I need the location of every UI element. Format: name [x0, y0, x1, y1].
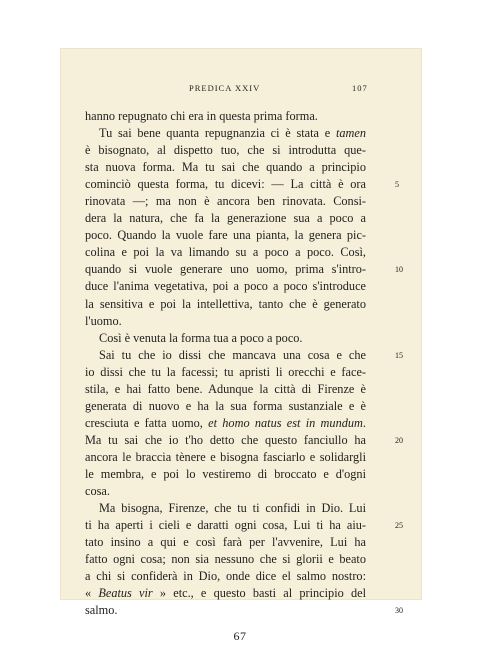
text-line: tato insino a qui e così farà per l'avvenire, Lui ha — [85, 535, 366, 550]
text-line: salmo. — [85, 603, 118, 618]
line-number: 5 — [395, 180, 399, 190]
text-line: « Beatus vir » etc., e questo basti al principio del — [85, 586, 366, 601]
book-page — [60, 48, 422, 618]
text-line: Ma bisogna, Firenze, che tu ti confidi in Dio. Lui — [99, 501, 366, 516]
line-number: 25 — [395, 521, 403, 531]
line-number: 30 — [395, 606, 403, 616]
text-line: poco. Quando la vuole fare una pianta, la genera pic- — [85, 228, 366, 243]
text-line: Sai tu che io dissi che mancava una cosa e che — [99, 347, 366, 362]
text-line: è bisognato, al dispetto tuo, che si introdutta que- — [85, 143, 366, 158]
running-title: PREDICA XXIV — [189, 83, 261, 93]
line-number: 10 — [395, 265, 403, 275]
text-line: Ma tu sai che io t'ho detto che questo fanciullo ha — [85, 432, 366, 447]
text-line: le membra, e poi lo vestiremo di broccato e d'ogni — [85, 466, 366, 481]
line-number: 15 — [395, 350, 403, 360]
text-line: cosa. — [85, 484, 110, 499]
text-line: sta nuova forma. Ma tu sai che quando a principio — [85, 160, 366, 175]
text-line: quando si vuole generare uno uomo, prima s'intro- — [85, 262, 366, 277]
text-line: hanno repugnato chi era in questa prima forma. — [85, 109, 318, 123]
text-line: duce l'anima vegetativa, poi a poco a poco s'introduce — [85, 279, 366, 294]
text-line: la sensitiva e poi la intellettiva, tanto che è generato — [85, 296, 366, 311]
text-line: generata di nuovo e ha la sua forma sustanziale e è — [85, 398, 366, 413]
text-line: ti ha aperti i cieli e daratti ogni cosa, Lui ti ha aiu- — [85, 518, 366, 533]
text-line: rinovata —; ma non è ancora ben rinovata. Consi- — [85, 194, 366, 209]
text-line: l'uomo. — [85, 313, 122, 328]
text-line: ancora le braccia tènere e bisogna fasciarlo e solidargli — [85, 449, 366, 464]
text-line: stila, e hai fatto bene. Adunque la città di Firenze è — [85, 381, 366, 396]
scan-page-number: 67 — [233, 629, 247, 643]
text-line: Tu sai bene quanta repugnanzia ci è stata e tamen — [99, 126, 366, 141]
text-line: Così è venuta la forma tua a poco a poco. — [99, 330, 303, 345]
text-line: colina e poi la va limando su a poco a poco. Così, — [85, 245, 366, 260]
text-line: a chi si confiderà in Dio, onde dice el salmo nostro: — [85, 569, 366, 584]
book-page-number: 107 — [352, 83, 368, 93]
text-line: fatto ogni cosa; non sia nessuno che si glorii e beato — [85, 552, 366, 567]
line-number: 20 — [395, 435, 403, 445]
text-line: cresciuta e fatta uomo, et homo natus est in mundum. — [85, 415, 366, 430]
text-line: cominciò questa forma, tu dicevi: — La città è ora — [85, 177, 366, 192]
body-text — [85, 108, 403, 619]
text-line: dera la natura, che fa la generazione sua a poco a — [85, 211, 366, 226]
text-line: io dissi che tu la facessi; tu apristi li orecchi e face- — [85, 364, 366, 379]
